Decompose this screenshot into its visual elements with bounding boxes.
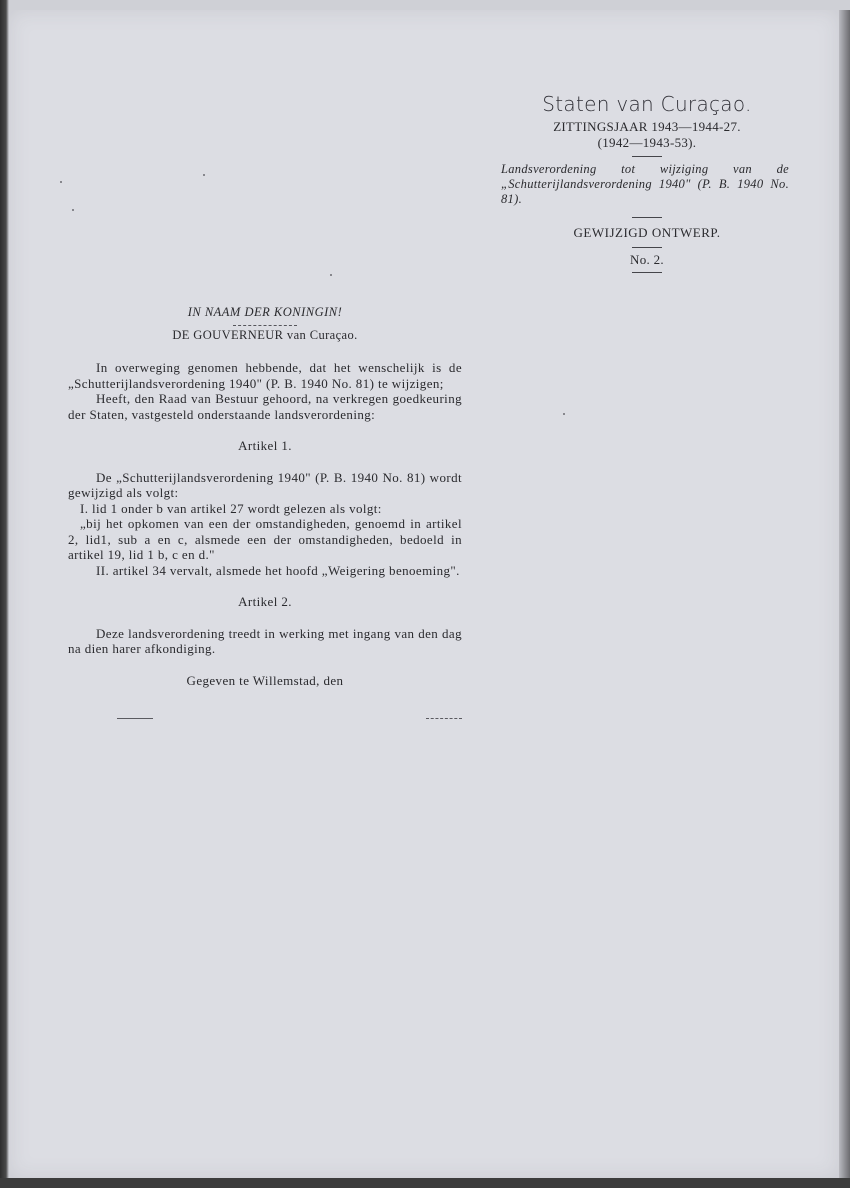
paper-speck: [330, 274, 332, 276]
header-title: Staten van Curaçao.: [542, 92, 752, 116]
divider: [632, 247, 662, 248]
paper-speck: [563, 413, 565, 415]
signoff-line: Gegeven te Willemstad, den: [186, 672, 344, 688]
document-header: [497, 91, 797, 277]
divider: [632, 272, 662, 273]
document-subject: Landsverordening tot wijziging van de „Schutterijlandsverordening 1940" (P. B. 1940 No. 81).: [501, 162, 789, 206]
page-edge: [839, 10, 850, 1178]
document-number: No. 2.: [630, 252, 664, 267]
page-bottom-edge: [0, 1178, 850, 1188]
paper-speck: [60, 181, 62, 183]
divider: [632, 217, 662, 218]
article-heading: Artikel 1.: [238, 438, 292, 453]
session-year: ZITTINGSJAAR 1943—1944-27.: [553, 119, 741, 134]
paper-speck: [72, 209, 74, 211]
article-paragraph: De „Schutterijlandsverordening 1940" (P. B. 1940 No. 81) wordt gewijzigd als volgt:: [68, 469, 462, 500]
dashed-divider: [233, 325, 297, 326]
article-item: I. lid 1 onder b van artikel 27 wordt gelezen als volgt:: [80, 500, 382, 516]
article-item-text: „bij het opkomen van een der omstandigheden, genoemd in artikel 2, lid1, sub a en c, alsmede een der omstandigheden, bedoeld in artikel 19, lid 1 b, c en d.": [68, 516, 462, 562]
invocation: IN NAAM DER KONINGIN!: [187, 305, 343, 319]
article-paragraph: Deze landsverordening treedt in werking met ingang van den dag na dien harer afkondiging.: [68, 625, 462, 656]
signature-dash: [117, 718, 153, 719]
session-years: (1942—1943-53).: [597, 135, 697, 150]
document-body: [68, 305, 462, 688]
divider: [632, 156, 662, 157]
governor-line: DE GOUVERNEUR van Curaçao.: [172, 327, 358, 342]
signature-dash: [426, 718, 462, 719]
paper-speck: [203, 174, 205, 176]
article-item: II. artikel 34 vervalt, alsmede het hoofd „Weigering benoeming".: [96, 562, 460, 578]
draft-label: GEWIJZIGD ONTWERP.: [573, 225, 721, 240]
article-heading: Artikel 2.: [238, 594, 292, 609]
preamble-paragraph: In overweging genomen hebbende, dat het wenschelijk is de „Schutterijlandsverordening 1940" (P. B. 1940 No. 81) te wijzigen;: [68, 360, 462, 391]
preamble-paragraph: Heeft, den Raad van Bestuur gehoord, na verkregen goedkeuring der Staten, vastgesteld onderstaande landsverordening:: [68, 391, 462, 422]
